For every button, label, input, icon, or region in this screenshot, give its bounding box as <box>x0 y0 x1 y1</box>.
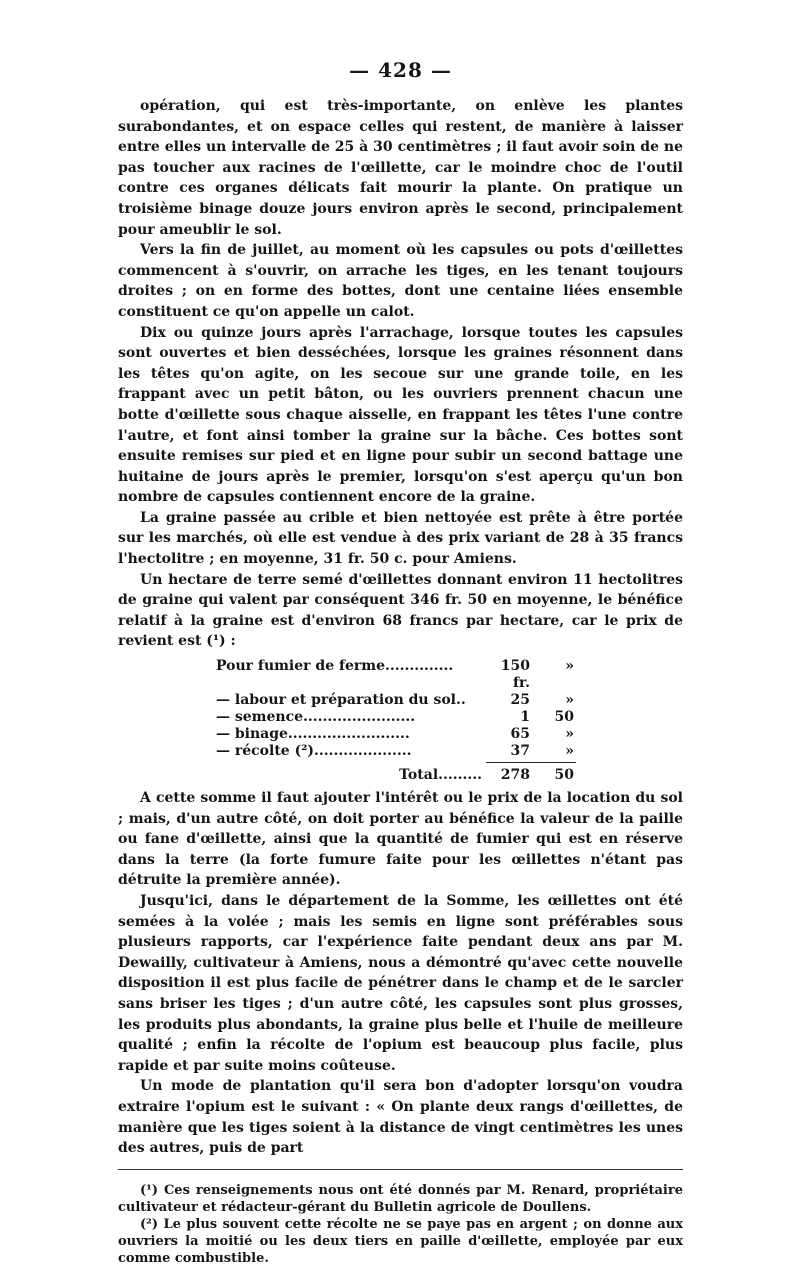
cost-francs: 25 <box>510 692 530 709</box>
cost-label: — récolte (²).................... <box>216 743 412 760</box>
cost-row <box>216 709 576 726</box>
cost-francs: 37 <box>510 743 530 760</box>
cost-label: Pour fumier de ferme.............. <box>216 658 454 675</box>
footnotes <box>118 1182 683 1267</box>
total-divider <box>486 762 576 763</box>
cost-row <box>216 692 576 709</box>
book-page <box>118 58 683 1267</box>
footnote: (²) Le plus souvent cette récolte ne se paye pas en argent ; on donne aux ouvriers la moitié ou les deux tiers en paille d'œillette, employée par eux comme combustible. <box>118 1216 683 1266</box>
paragraph: Jusqu'ici, dans le département de la Somme, les œillettes ont été semées à la volée ; mais les semis en ligne sont préférables sous plusieurs rapports, car l'expérience faite pendant deux ans par M. Dewailly, cultivateur à Amiens, nous a démontré qu'avec cette nouvelle disposition il est plus facile de pénétrer dans le champ et de le sarcler sans briser les tiges ; d'un autre côté, les capsules sont plus grosses, les produits plus abondants, la graine plus belle et l'huile de meilleure qualité ; enfin la récolte de l'opium est beaucoup plus facile, plus rapide et par suite moins coûteuse. <box>118 893 683 1074</box>
cost-francs: 1 <box>520 709 530 726</box>
total-label: Total......... <box>399 767 482 784</box>
cost-centimes: 50 <box>554 709 574 726</box>
cost-centimes: » <box>565 726 574 743</box>
total-francs: 278 <box>500 767 530 784</box>
cost-label: — binage......................... <box>216 726 410 743</box>
body-text-before-table <box>118 96 683 652</box>
cost-total-row <box>216 767 576 784</box>
paragraph: Un mode de plantation qu'il sera bon d'adopter lorsqu'on voudra extraire l'opium est le suivant : « On plante deux rangs d'œillettes, de manière que les tiges soient à la distance de vingt centimètres les unes des autres, puis de part <box>118 1078 683 1157</box>
cost-centimes: » <box>565 692 574 709</box>
cost-centimes: » <box>565 743 574 760</box>
page-number: — 428 — <box>349 58 452 82</box>
paragraph: opération, qui est très-importante, on enlève les plantes surabondantes, et on espace celles qui restent, de manière à laisser entre elles un intervalle de 25 à 30 centimètres ; il faut avoir soin de ne pas toucher aux racines de l'œillette, car le moindre choc de l'outil contre ces organes délicats fait mourir la plante. On pratique un troisième binage douze jours environ après le second, principalement pour ameublir le sol. <box>118 98 683 238</box>
cost-row <box>216 743 576 760</box>
paragraph: Un hectare de terre semé d'œillettes donnant environ 11 hectolitres de graine qui valent par conséquent 346 fr. 50 en moyenne, le bénéfice relatif à la graine est d'environ 68 francs par hectare, car le prix de revient est (¹) : <box>118 571 683 650</box>
footnote-divider <box>118 1169 683 1170</box>
footnote: (¹) Ces renseignements nous ont été donnés par M. Renard, propriétaire cultivateur et rédacteur-gérant du Bulletin agricole de Doullens. <box>118 1182 683 1215</box>
body-text-after-table <box>118 788 683 1159</box>
cost-francs: 65 <box>510 726 530 743</box>
cost-label: — labour et préparation du sol.. <box>216 692 466 709</box>
paragraph: A cette somme il faut ajouter l'intérêt ou le prix de la location du sol ; mais, d'un autre côté, on doit porter au bénéfice la valeur de la paille ou fane d'œillette, ainsi que la quantité de fumier qui est en réserve dans la terre (la forte fumure faite pour les œillettes n'étant pas détruite la première année). <box>118 790 683 889</box>
cost-centimes: » <box>565 658 574 675</box>
total-centimes: 50 <box>554 767 574 784</box>
cost-francs: 150 fr. <box>500 658 530 692</box>
cost-row <box>216 726 576 743</box>
cost-table <box>216 658 576 784</box>
paragraph: La graine passée au crible et bien nettoyée est prête à être portée sur les marchés, où elle est vendue à des prix variant de 28 à 35 francs l'hectolitre ; en moyenne, 31 fr. 50 c. pour Amiens. <box>118 509 683 568</box>
cost-label: — semence....................... <box>216 709 416 726</box>
paragraph: Dix ou quinze jours après l'arrachage, lorsque toutes les capsules sont ouvertes et bien desséchées, lorsque les graines résonnent dans les têtes qu'on agite, on les secoue sur une grande toile, en les frappant avec un petit bâton, ou les ouvriers prennent chacun une botte d'œillette sous chaque aisselle, en frappant les têtes l'une contre l'autre, et font ainsi tomber la graine sur la bâche. Ces bottes sont ensuite remises sur pied et en ligne pour subir un second battage une huitaine de jours après le premier, lorsqu'on s'est aperçu qu'un bon nombre de capsules contiennent encore de la graine. <box>118 324 683 506</box>
paragraph: Vers la fin de juillet, au moment où les capsules ou pots d'œillettes commencent à s'ouvrir, on arrache les tiges, en les tenant toujours droites ; on en forme des bottes, dont une centaine liées ensemble constituent ce qu'on appelle un calot. <box>118 242 683 320</box>
cost-row <box>216 658 576 692</box>
